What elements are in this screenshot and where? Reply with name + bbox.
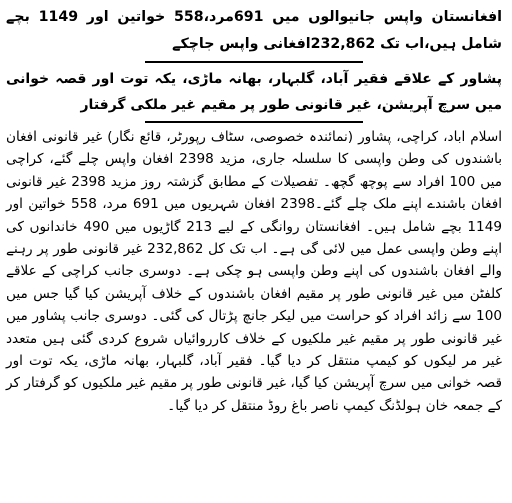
divider-bottom [145, 121, 363, 123]
article-body: اسلام اباد، کراچی، پشاور (نمائندہ خصوصی، سٹاف رپورٹر، قائع نگار) غیر قانونی افغان باشندوں کی وطن واپسی کا سلسلہ جاری، مزید 2398 افغان واپس چلے گئے، کراچی میں 100 افراد سے پوچھ گچھ۔ تفصیلات کے مطابق گزشتہ روز مزید 2398 غیر قانونی افغان باشندے اپنے ملک چلے گئے۔2398 افغان شہریوں میں 691 مرد، 558 خواتین اور 1149 بچے شامل ہیں۔ افغانستان روانگی کے لیے 213 گاڑیوں میں 490 خاندانوں کی اپنے وطن واپسی عمل میں لائی گی ہے۔ اب تک کل 232,862 غیر قانونی طور پر رہنے والے افغان باشندوں کی اپنے وطن واپسی ہو چکی ہے۔ دوسری جانب کراچی کے علاقے کلفٹن میں غیر قانونی طور پر مقیم افغان باشندوں کے خلاف آپریشن کیا گیا جس میں 100 سے زائد افراد کو حراست میں لیکر جانچ پڑتال کی گئی۔ دوسری جانب پشاور میں غیر قانونی طور پر مقیم غیر ملکیوں کے خلاف کارروائیاں شروع کردی گئی ہیں متعدد غیر مر لیکوں کو کیمپ منتقل کر دیا گیا۔ فقیر آباد، گلبہار، بھانہ ماڑی، یکہ توت اور قصہ خوانی میں سرچ آپریشن کیا گیا، غیر قانونی طور پر مقیم غیر ملکیوں کو گرفتار کر کے جمعہ خان ہولڈنگ کیمپ ناصر باغ روڈ منتقل کر دیا گیا۔ [6, 129, 503, 414]
headline: افغانستان واپس جانیوالوں میں 691مرد،558 خواتین اور 1149 بچے شامل ہیں،اب تک 232,862افغانی واپس جاچکے [6, 9, 503, 52]
subheadline: پشاور کے علاقے فقیر آباد، گلبہار، بھانہ ماڑی، یکہ توت اور قصہ خوانی میں سرچ آپریشن، غیر قانونی طور پر مقیم غیر ملکی گرفتار [6, 71, 502, 113]
divider-top [145, 61, 363, 63]
